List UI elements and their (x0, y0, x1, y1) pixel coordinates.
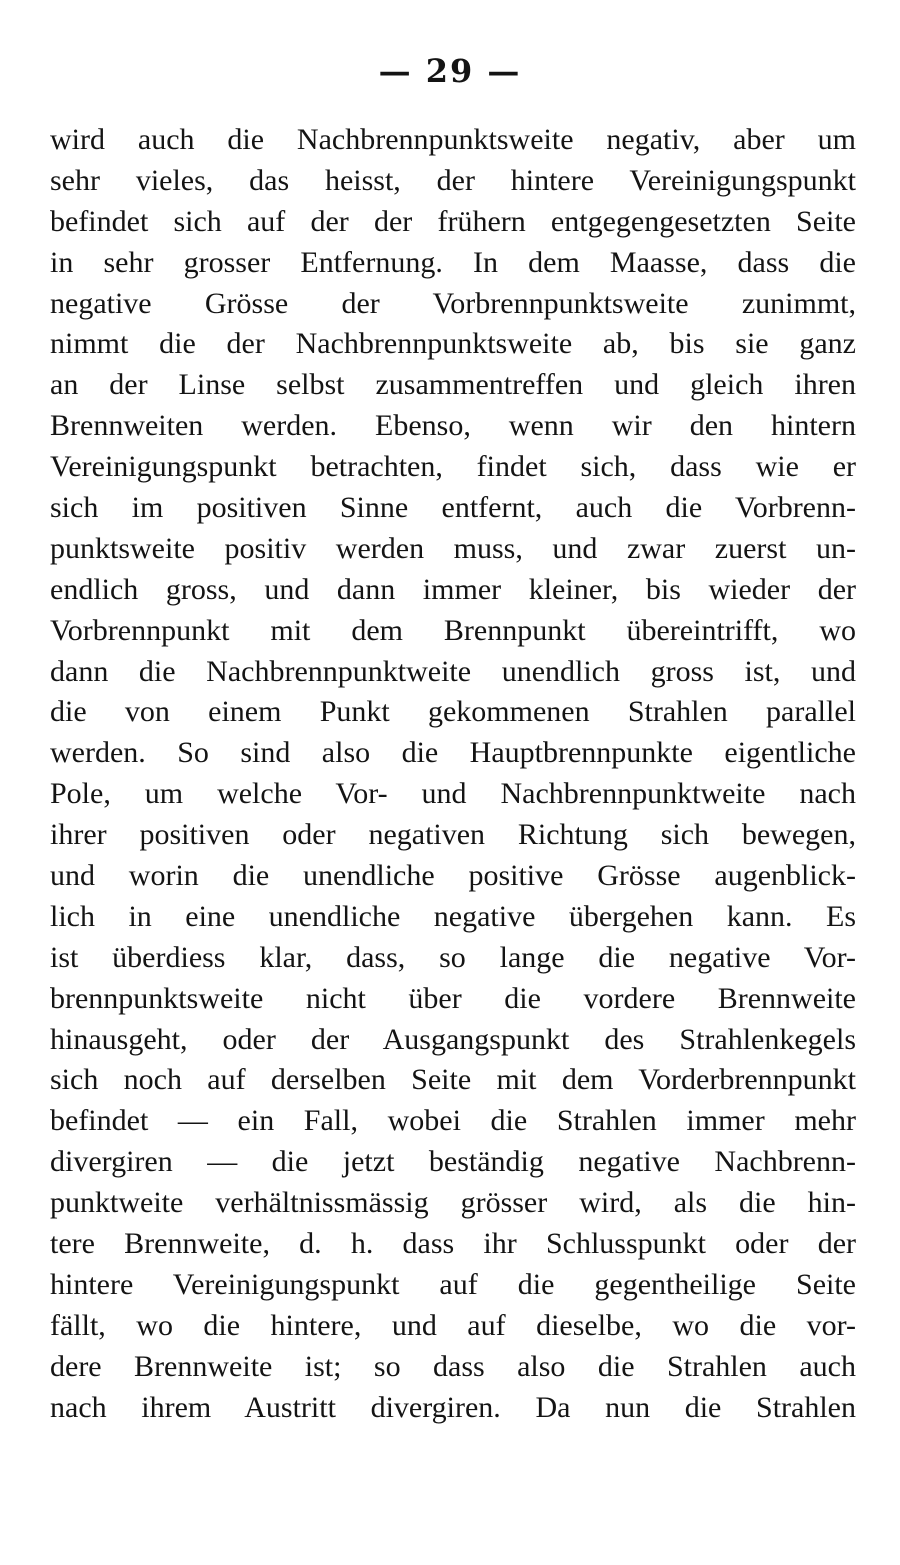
text-line: Brennweiten werden. Ebenso, wenn wir den hintern (50, 409, 856, 443)
text-line: sehr vieles, das heisst, der hintere Vereinigungspunkt (50, 163, 856, 197)
text-line: lich in eine unendliche negative übergehen kann. Es (50, 899, 856, 933)
text-line: dann die Nachbrennpunktweite unendlich gross ist, und (50, 654, 856, 688)
text-line: sich im positiven Sinne entfernt, auch die Vorbrenn- (50, 491, 856, 525)
text-line: punktweite verhältnissmässig grösser wird, als die hin- (50, 1186, 856, 1220)
text-line: nach ihrem Austritt divergiren. Da nun die Strahlen (50, 1390, 856, 1424)
text-line: die von einem Punkt gekommenen Strahlen parallel (50, 695, 856, 729)
text-line: wird auch die Nachbrennpunktsweite negativ, aber um (50, 123, 856, 156)
text-line: Vorbrennpunkt mit dem Brennpunkt übereintrifft, wo (50, 613, 856, 647)
text-line: werden. So sind also die Hauptbrennpunkte eigentliche (50, 736, 856, 770)
text-line: hintere Vereinigungspunkt auf die gegentheilige Seite (50, 1267, 856, 1301)
text-line: sich noch auf derselben Seite mit dem Vorderbrennpunkt (50, 1063, 856, 1097)
text-line: endlich gross, und dann immer kleiner, bis wieder der (50, 572, 856, 606)
text-line: befindet sich auf der der frühern entgegengesetzten Seite (50, 204, 856, 238)
text-line: Pole, um welche Vor- und Nachbrennpunktweite nach (50, 777, 856, 811)
text-line: und worin die unendliche positive Grösse augenblick- (50, 859, 856, 893)
text-line: divergiren — die jetzt beständig negative Nachbrenn- (50, 1145, 856, 1179)
text-line: Vereinigungspunkt betrachten, findet sich, dass wie er (50, 450, 856, 484)
text-line: negative Grösse der Vorbrennpunktsweite zunimmt, (50, 286, 856, 320)
text-line: dere Brennweite ist; so dass also die Strahlen auch (50, 1349, 856, 1383)
text-line: fällt, wo die hintere, und auf dieselbe, wo die vor- (50, 1308, 856, 1342)
body-text (50, 120, 856, 1429)
text-line: ihrer positiven oder negativen Richtung sich bewegen, (50, 818, 856, 852)
text-line: ist überdiess klar, dass, so lange die negative Vor- (50, 940, 856, 974)
text-line: befindet — ein Fall, wobei die Strahlen immer mehr (50, 1104, 856, 1138)
text-line: punktsweite positiv werden muss, und zwar zuerst un- (50, 531, 856, 565)
text-line: brennpunktsweite nicht über die vordere Brennweite (50, 981, 856, 1015)
page-number: — 29 — (378, 52, 522, 90)
text-line: tere Brennweite, d. h. dass ihr Schlusspunkt oder der (50, 1227, 856, 1261)
text-line: hinausgeht, oder der Ausgangspunkt des Strahlenkegels (50, 1022, 856, 1056)
text-line: an der Linse selbst zusammentreffen und gleich ihren (50, 368, 856, 402)
text-line: in sehr grosser Entfernung. In dem Maasse, dass die (50, 245, 856, 279)
text-line: nimmt die der Nachbrennpunktsweite ab, bis sie ganz (50, 327, 856, 361)
